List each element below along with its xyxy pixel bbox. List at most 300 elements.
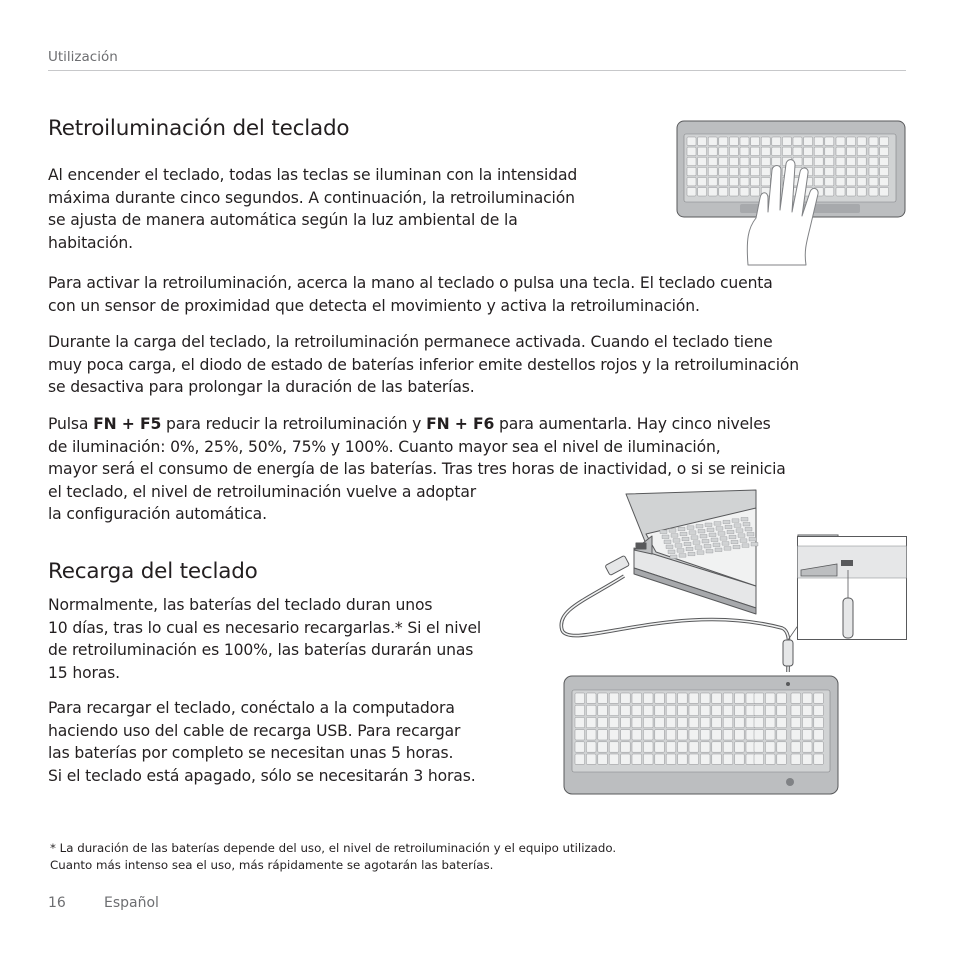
keyboard-key — [655, 705, 665, 715]
keyboard-key — [666, 754, 676, 764]
text-line: mayor será el consumo de energía de las baterías. Tras tres horas de inactividad, o si se reinicia — [48, 460, 786, 479]
keyboard-key — [575, 693, 585, 703]
laptop-key — [678, 527, 685, 531]
laptop-key — [700, 534, 707, 538]
keyboard-key — [632, 754, 642, 764]
keyboard-key — [655, 730, 665, 740]
keyboard-key — [772, 147, 781, 156]
keyboard-key — [814, 147, 823, 156]
keyboard-key — [869, 167, 878, 176]
laptop-key — [668, 550, 675, 554]
keyboard-key — [880, 147, 889, 156]
keyboard-key — [777, 754, 787, 764]
keyboard-key — [689, 693, 699, 703]
keyboard-key — [802, 742, 812, 752]
keyboard-key — [857, 147, 866, 156]
keyboard-key — [802, 693, 812, 703]
keyboard-key — [698, 147, 707, 156]
key-combo-fn-f6: FN + F6 — [426, 415, 495, 433]
keyboard-key — [729, 147, 738, 156]
laptop-key — [666, 545, 673, 549]
keyboard-key — [836, 157, 845, 166]
keyboard-key — [729, 157, 738, 166]
keyboard-key — [729, 167, 738, 176]
keyboard-key — [575, 754, 585, 764]
keyboard-key — [700, 730, 710, 740]
keyboard-key — [751, 137, 760, 146]
laptop-key — [736, 529, 743, 533]
laptop-key — [714, 522, 721, 526]
keyboard-key — [689, 717, 699, 727]
keyboard-key — [708, 167, 717, 176]
keyboard-key — [765, 754, 775, 764]
keyboard-key — [621, 754, 631, 764]
keyboard-key — [655, 754, 665, 764]
keyboard-key — [814, 177, 823, 186]
section-title-backlight: Retroiluminación del teclado — [48, 116, 350, 141]
keyboard-key — [782, 137, 791, 146]
laptop-key — [664, 540, 671, 544]
laptop-icon — [626, 490, 758, 614]
keyboard-key — [687, 147, 696, 156]
keyboard-key — [708, 177, 717, 186]
logitech-logo-icon — [786, 778, 794, 786]
keyboard-key — [586, 705, 596, 715]
keyboard-key — [765, 742, 775, 752]
usb-port-icon — [841, 560, 853, 566]
text-line: Si el teclado está apagado, sólo se necesitarán 3 horas. — [48, 766, 476, 785]
keyboard-key — [791, 754, 801, 764]
text-line: el teclado, el nivel de retroiluminación vuelve a adoptar — [48, 482, 476, 501]
keyboard-key — [598, 754, 608, 764]
keyboard-key — [719, 147, 728, 156]
keyboard-key — [621, 730, 631, 740]
keyboard-key — [869, 137, 878, 146]
keyboard-key — [678, 730, 688, 740]
laptop-key — [697, 551, 704, 555]
keyboard-key — [765, 730, 775, 740]
keyboard-key — [880, 177, 889, 186]
text-line: la configuración automática. — [48, 505, 267, 524]
laptop-key — [742, 544, 749, 548]
text-line: 10 días, tras lo cual es necesario recargarlas.* Si el nivel — [48, 618, 482, 637]
keyboard-key — [880, 137, 889, 146]
paragraph-charging-backlight — [48, 331, 799, 399]
keyboard-key — [777, 693, 787, 703]
keyboard-key — [857, 137, 866, 146]
keyboard-key — [621, 705, 631, 715]
laptop-key — [675, 544, 682, 548]
text-line: muy poca carga, el diodo de estado de baterías inferior emite destellos rojos y la retroiluminación — [48, 355, 800, 374]
keyboard-key — [751, 188, 760, 197]
laptop-key — [693, 541, 700, 545]
laptop-key — [720, 537, 727, 541]
keyboard-key — [723, 730, 733, 740]
keyboard-key — [777, 742, 787, 752]
keyboard-key — [729, 188, 738, 197]
keyboard-key — [857, 167, 866, 176]
keyboard-key — [857, 188, 866, 197]
keyboard-key — [666, 742, 676, 752]
keyboard-key — [740, 177, 749, 186]
keyboard-key — [687, 137, 696, 146]
laptop-key — [687, 526, 694, 530]
keyboard-key — [740, 137, 749, 146]
keyboard-key — [678, 717, 688, 727]
keyboard-key — [609, 742, 619, 752]
laptop-key — [686, 547, 693, 551]
keyboard-key — [678, 705, 688, 715]
keyboard-key — [782, 147, 791, 156]
text-line: haciendo uso del cable de recarga USB. Para recargar — [48, 721, 461, 740]
keyboard-key — [754, 693, 764, 703]
keyboard-key — [791, 730, 801, 740]
keyboard-key — [666, 693, 676, 703]
keyboard-key — [609, 717, 619, 727]
keyboard-key — [825, 157, 834, 166]
keyboard-key — [814, 754, 824, 764]
inset-magnifier — [797, 536, 907, 640]
keyboard-key — [586, 693, 596, 703]
laptop-key — [723, 520, 730, 524]
keyboard-key — [802, 717, 812, 727]
paragraph-usb-recharge — [48, 697, 476, 787]
text-line: Al encender el teclado, todas las teclas se iluminan con la intensidad — [48, 166, 578, 184]
keyboard-key — [719, 157, 728, 166]
keyboard-key — [814, 157, 823, 166]
laptop-key — [704, 544, 711, 548]
laptop-key — [670, 555, 677, 559]
keyboard-key — [765, 717, 775, 727]
keyboard-key — [814, 742, 824, 752]
keyboard-key — [880, 157, 889, 166]
text-line: Durante la carga del teclado, la retroiluminación permanece activada. Cuando el teclado tiene — [48, 333, 773, 351]
keyboard-key — [598, 730, 608, 740]
keyboard-key — [643, 754, 653, 764]
keyboard-key — [825, 147, 834, 156]
laptop-usb-port — [636, 543, 646, 549]
usb-plug-laptop — [605, 555, 630, 575]
laptop-key — [738, 534, 745, 538]
keyboard-key — [712, 693, 722, 703]
keyboard-key — [754, 742, 764, 752]
laptop-key — [709, 533, 716, 537]
laptop-key — [727, 530, 734, 534]
text-line — [48, 413, 786, 436]
keyboard-key — [586, 754, 596, 764]
keyboard-key — [802, 705, 812, 715]
laptop-key — [691, 536, 698, 540]
keyboard-key — [621, 717, 631, 727]
text-line: con un sensor de proximidad que detecta el movimiento y activa la retroiluminación. — [48, 296, 700, 315]
keyboard-key — [825, 177, 834, 186]
keyboard-key — [825, 137, 834, 146]
keyboard-key — [857, 157, 866, 166]
keyboard-key — [700, 705, 710, 715]
keyboard-key — [712, 742, 722, 752]
keyboard-key — [598, 705, 608, 715]
keyboard-key — [678, 754, 688, 764]
laptop-key — [718, 532, 725, 536]
laptop-key — [733, 545, 740, 549]
keyboard-key — [777, 730, 787, 740]
keyboard-key — [655, 717, 665, 727]
keyboard-key — [666, 705, 676, 715]
laptop-key — [729, 535, 736, 539]
text-line: habitación. — [48, 233, 133, 252]
keyboard-key — [687, 167, 696, 176]
keyboard-key — [700, 742, 710, 752]
keyboard-key — [793, 137, 802, 146]
laptop-key — [725, 525, 732, 529]
keyboard-key — [761, 157, 770, 166]
keyboard-key — [791, 717, 801, 727]
keyboard-key — [804, 157, 813, 166]
keyboard-key — [761, 167, 770, 176]
keyboard-key — [723, 754, 733, 764]
keyboard-key — [735, 754, 745, 764]
laptop-key — [680, 532, 687, 536]
keyboard-key — [836, 147, 845, 156]
keyboard-key — [814, 693, 824, 703]
keyboard-key — [609, 754, 619, 764]
keyboard-key — [791, 705, 801, 715]
keyboard-key — [723, 717, 733, 727]
keyboard-key — [751, 167, 760, 176]
keyboard-key — [847, 188, 856, 197]
keyboard-key — [847, 147, 856, 156]
laptop-key — [660, 530, 667, 534]
keyboard-key — [772, 137, 781, 146]
keyboard-key — [586, 717, 596, 727]
keyboard-key — [814, 705, 824, 715]
text-line: de retroiluminación es 100%, las baterías durarán unas — [48, 641, 474, 660]
laptop-key — [716, 527, 723, 531]
keyboard-key — [729, 177, 738, 186]
keyboard-key — [575, 742, 585, 752]
keyboard-key — [609, 730, 619, 740]
laptop-key — [741, 517, 748, 521]
keyboard-key — [802, 730, 812, 740]
keyboard-key — [621, 693, 631, 703]
paragraph-backlight-intro — [48, 164, 577, 254]
laptop-key — [740, 539, 747, 543]
text-line: las baterías por completo se necesitan unas 5 horas. — [48, 744, 454, 763]
footnote-line: Cuanto más intenso sea el uso, más rápidamente se agotarán las baterías. — [50, 857, 494, 872]
usb-plug-closeup — [843, 598, 853, 638]
keyboard-key — [740, 157, 749, 166]
keyboard-key — [814, 167, 823, 176]
keyboard-key — [698, 177, 707, 186]
keyboard-key — [632, 730, 642, 740]
keyboard-key — [814, 717, 824, 727]
keyboard-key — [772, 157, 781, 166]
keyboard-key — [869, 157, 878, 166]
keyboard-key — [740, 147, 749, 156]
keyboard-key — [700, 693, 710, 703]
laptop-key — [731, 540, 738, 544]
text-line: se desactiva para prolongar la duración de las baterías. — [48, 378, 475, 397]
keyboard-key — [761, 147, 770, 156]
laptop-key — [688, 552, 695, 556]
keyboard-key — [880, 167, 889, 176]
keyboard-key — [698, 137, 707, 146]
text-line: Para recargar el teclado, conéctalo a la computadora — [48, 699, 455, 717]
laptop-key — [671, 534, 678, 538]
text-line: de iluminación: 0%, 25%, 50%, 75% y 100%. Cuanto mayor sea el nivel de iluminación, — [48, 437, 721, 456]
text-line: 15 horas. — [48, 663, 120, 682]
keyboard-key — [586, 730, 596, 740]
header-divider — [48, 70, 906, 71]
keyboard-key — [689, 705, 699, 715]
keyboard-key — [740, 188, 749, 197]
laptop-key — [696, 524, 703, 528]
laptop-key — [695, 546, 702, 550]
keyboard-key — [698, 167, 707, 176]
keyboard-key — [666, 730, 676, 740]
keyboard-key — [621, 742, 631, 752]
keyboard-key — [765, 693, 775, 703]
keyboard-key — [598, 693, 608, 703]
laptop-key — [689, 531, 696, 535]
keyboard-key — [698, 157, 707, 166]
keyboard-key — [847, 157, 856, 166]
keyboard-key — [643, 742, 653, 752]
running-header: Utilización — [48, 49, 118, 65]
keyboard-key — [700, 717, 710, 727]
keyboard-key — [687, 177, 696, 186]
keyboard-key — [712, 717, 722, 727]
text-run: Pulsa — [48, 415, 94, 433]
keyboard-key — [740, 167, 749, 176]
keyboard-key — [761, 137, 770, 146]
text-run: para reducir la retroiluminación y — [161, 415, 427, 433]
footnote — [50, 840, 616, 873]
paragraph-battery-life — [48, 594, 481, 684]
keyboard-key — [689, 754, 699, 764]
paragraph-proximity-sensor — [48, 272, 773, 317]
keyboard-key — [632, 742, 642, 752]
laptop-key — [722, 542, 729, 546]
keyboard-key — [719, 177, 728, 186]
keyboard-key — [814, 730, 824, 740]
keyboard-key — [712, 705, 722, 715]
laptop-key — [662, 535, 669, 539]
keyboard-key — [751, 177, 760, 186]
keyboard-key — [700, 754, 710, 764]
text-run: para aumentarla. Hay cinco niveles — [494, 415, 771, 433]
keyboard-key — [719, 167, 728, 176]
laptop-key — [734, 524, 741, 528]
status-led-icon — [786, 682, 790, 686]
keyboard-key — [735, 742, 745, 752]
keyboard-key — [836, 188, 845, 197]
keyboard-key — [723, 705, 733, 715]
keyboard-key — [777, 705, 787, 715]
laptop-key — [698, 529, 705, 533]
keyboard-key — [754, 717, 764, 727]
keyboard-key — [678, 693, 688, 703]
keyboard-key — [825, 188, 834, 197]
laptop-key — [706, 549, 713, 553]
keyboard-key — [643, 693, 653, 703]
keyboard-key — [643, 730, 653, 740]
keyboard-key — [847, 177, 856, 186]
keyboard-key — [708, 147, 717, 156]
keyboard-key — [632, 693, 642, 703]
section-title-recharge: Recarga del teclado — [48, 559, 258, 584]
key-combo-fn-f5: FN + F5 — [93, 415, 162, 433]
laptop-key — [677, 549, 684, 553]
keyboard-key — [678, 742, 688, 752]
laptop-key — [743, 522, 750, 526]
keyboard-key — [689, 730, 699, 740]
keyboard-key — [723, 742, 733, 752]
keyboard-key — [847, 137, 856, 146]
keyboard-key — [825, 167, 834, 176]
keyboard-key — [632, 705, 642, 715]
laptop-key — [679, 554, 686, 558]
keyboard-key — [687, 157, 696, 166]
laptop-key — [749, 537, 756, 541]
footer-language: Español — [104, 895, 159, 911]
laptop-key — [713, 543, 720, 547]
laptop-key — [715, 548, 722, 552]
keyboard-key — [765, 705, 775, 715]
keyboard-key — [836, 137, 845, 146]
keyboard-key — [754, 705, 764, 715]
keyboard-key — [751, 157, 760, 166]
keyboard-key — [598, 717, 608, 727]
keyboard-key — [751, 147, 760, 156]
keyboard-key — [869, 177, 878, 186]
keyboard-key — [836, 177, 845, 186]
keyboard-key — [880, 188, 889, 197]
keyboard-key — [698, 188, 707, 197]
keyboard-key — [719, 137, 728, 146]
keyboard-key — [609, 705, 619, 715]
keyboard-key — [777, 717, 787, 727]
keyboard-key — [735, 730, 745, 740]
keyboard-key — [729, 137, 738, 146]
keyboard-key — [869, 147, 878, 156]
keyboard-key — [643, 717, 653, 727]
page-number: 16 — [48, 895, 66, 911]
keyboard-key — [708, 188, 717, 197]
laptop-key — [745, 527, 752, 531]
laptop-key — [669, 529, 676, 533]
laptop-key — [702, 539, 709, 543]
laptop-key — [682, 537, 689, 541]
keyboard-key — [586, 742, 596, 752]
keyboard-key — [708, 137, 717, 146]
keyboard-key — [814, 137, 823, 146]
laptop-key — [724, 547, 731, 551]
keyboard-key — [791, 693, 801, 703]
keyboard-key — [804, 147, 813, 156]
laptop-key — [732, 519, 739, 523]
keyboard-key — [575, 705, 585, 715]
text-line: Para activar la retroiluminación, acerca la mano al teclado o pulsa una tecla. El teclado cuenta — [48, 274, 773, 292]
keyboard-key — [836, 167, 845, 176]
keyboard-key — [719, 188, 728, 197]
keyboard-key — [754, 730, 764, 740]
keyboard-key — [723, 693, 733, 703]
keyboard-key — [791, 742, 801, 752]
keyboard-key — [735, 717, 745, 727]
keyboard-key — [598, 742, 608, 752]
keyboard-key — [754, 754, 764, 764]
